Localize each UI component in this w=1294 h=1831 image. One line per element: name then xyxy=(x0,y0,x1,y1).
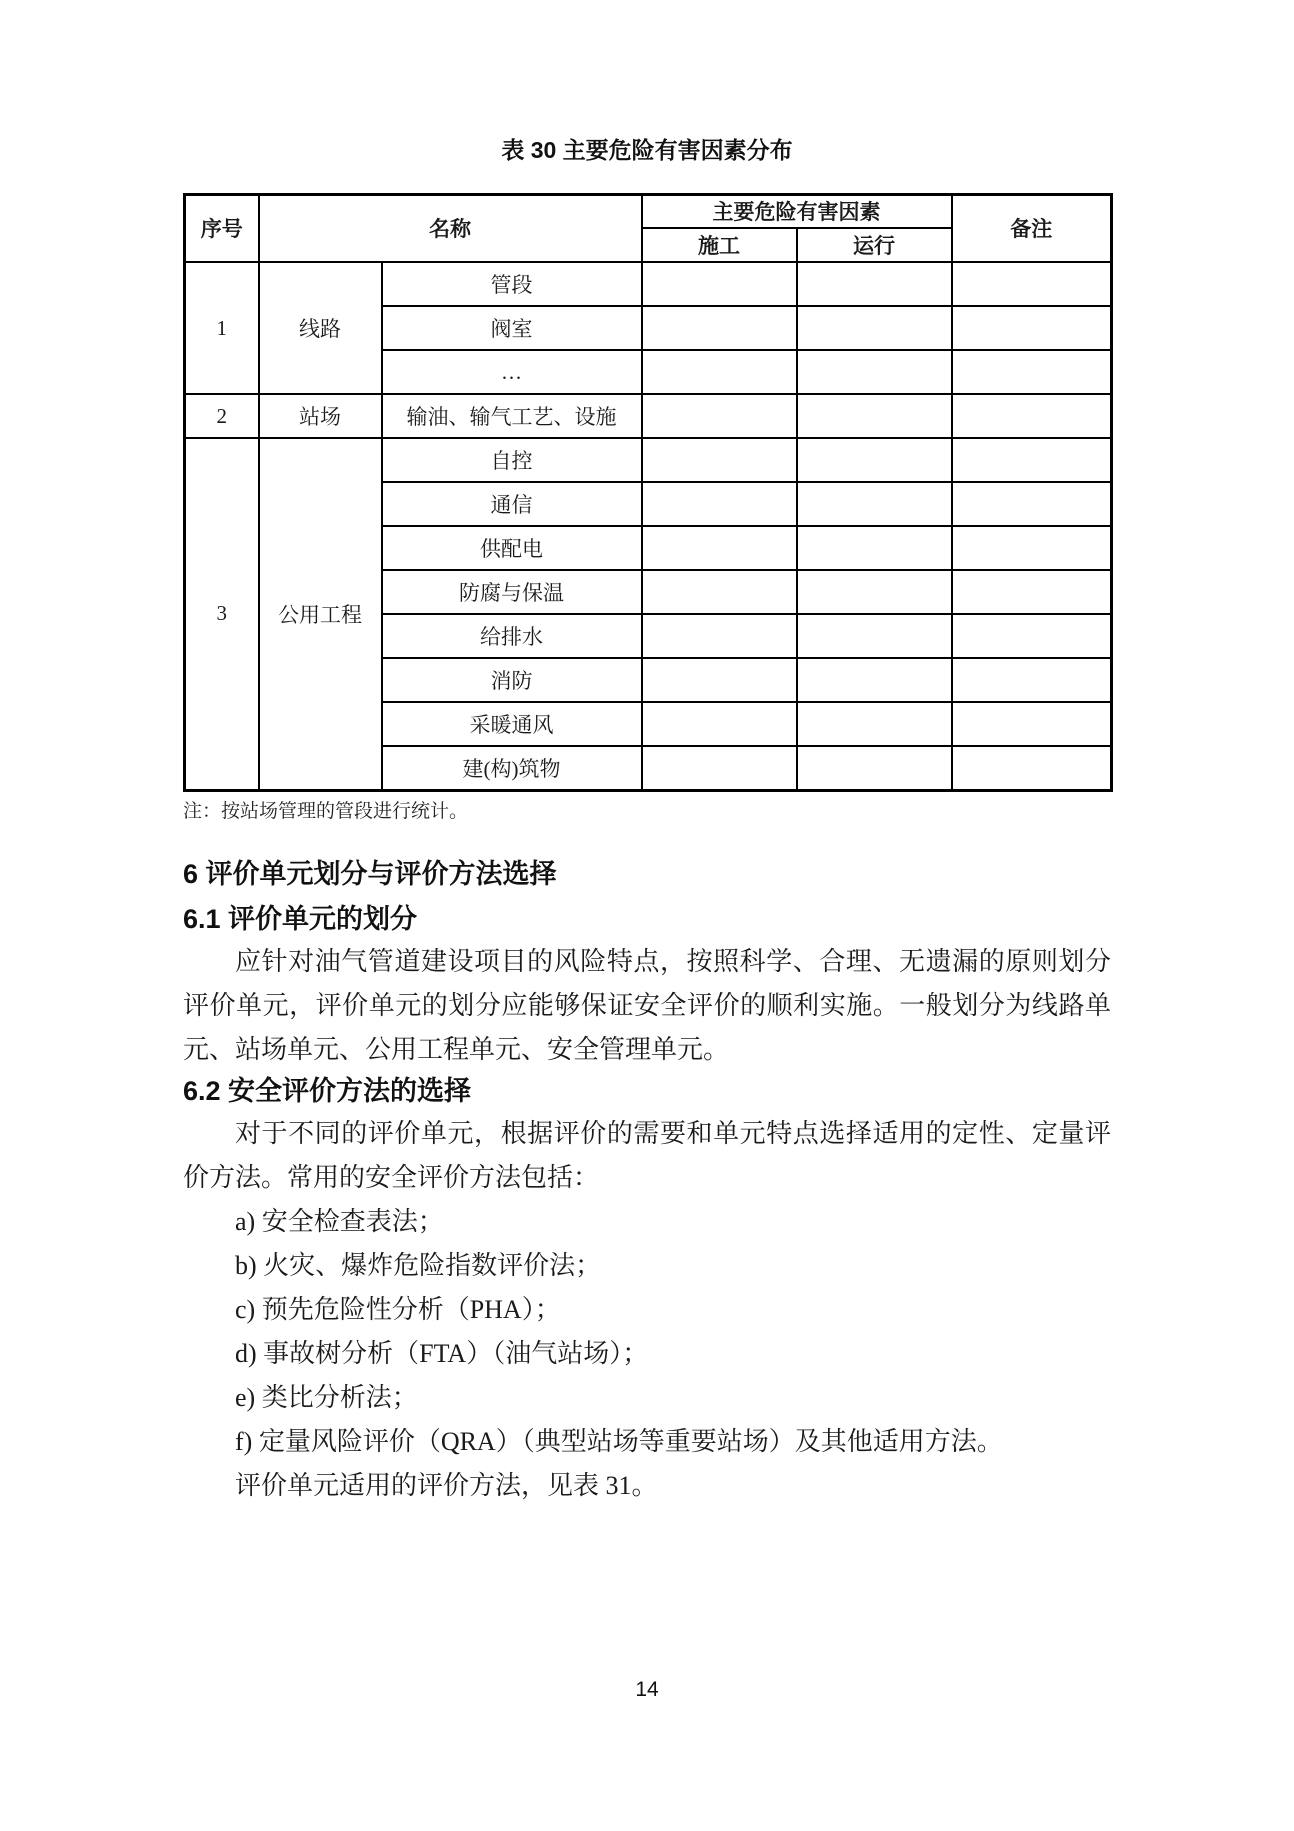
row-index: 3 xyxy=(185,438,259,790)
method-item-b: b) 火灾、爆炸危险指数评价法； xyxy=(235,1250,602,1280)
cell-operation-empty xyxy=(797,394,952,438)
method-item-a: a) 安全检查表法； xyxy=(235,1206,444,1236)
cell-remarks-empty xyxy=(952,746,1112,790)
cell-construction-empty xyxy=(642,438,797,482)
cell-operation-empty xyxy=(797,570,952,614)
cell-operation-empty xyxy=(797,526,952,570)
table-note: 注：按站场管理的管段进行统计。 xyxy=(183,800,469,822)
cell-remarks-empty xyxy=(952,570,1112,614)
col-header-factors: 主要危险有害因素 xyxy=(642,194,952,228)
cell-operation-empty xyxy=(797,438,952,482)
cell-remarks-empty xyxy=(952,482,1112,526)
row-item: 输油、输气工艺、设施 xyxy=(382,394,642,438)
cell-operation-empty xyxy=(797,350,952,394)
row-item: 消防 xyxy=(382,658,642,702)
row-category: 站场 xyxy=(259,394,382,438)
row-category: 线路 xyxy=(259,262,382,394)
table-row xyxy=(185,394,1112,438)
col-header-construction: 施工 xyxy=(642,228,797,262)
section-6-2-heading: 6.2 安全评价方法的选择 xyxy=(183,1075,472,1106)
cell-remarks-empty xyxy=(952,526,1112,570)
cell-remarks-empty xyxy=(952,438,1112,482)
cell-construction-empty xyxy=(642,746,797,790)
cell-construction-empty xyxy=(642,614,797,658)
page-number: 14 xyxy=(635,1678,659,1701)
row-index: 1 xyxy=(185,262,259,394)
table-header xyxy=(185,194,1112,262)
section-6-1-heading: 6.1 评价单元的划分 xyxy=(183,903,418,934)
cell-remarks-empty xyxy=(952,306,1112,350)
col-header-remarks: 备注 xyxy=(952,194,1112,262)
method-item-d: d) 事故树分析（FTA）（油气站场）； xyxy=(235,1338,649,1368)
row-item: … xyxy=(382,350,642,394)
method-item-f: f) 定量风险评价（QRA）（典型站场等重要站场）及其他适用方法。 xyxy=(235,1426,1003,1456)
cell-remarks-empty xyxy=(952,350,1112,394)
cell-construction-empty xyxy=(642,658,797,702)
row-index: 2 xyxy=(185,394,259,438)
row-item: 通信 xyxy=(382,482,642,526)
cell-operation-empty xyxy=(797,614,952,658)
cell-operation-empty xyxy=(797,482,952,526)
table-row xyxy=(185,262,1112,306)
cell-remarks-empty xyxy=(952,262,1112,306)
section-6-heading: 6 评价单元划分与评价方法选择 xyxy=(183,858,557,889)
cell-operation-empty xyxy=(797,658,952,702)
cell-remarks-empty xyxy=(952,614,1112,658)
row-item: 给排水 xyxy=(382,614,642,658)
cell-remarks-empty xyxy=(952,394,1112,438)
closing-line: 评价单元适用的评价方法，见表 31。 xyxy=(235,1470,658,1500)
hazard-factors-table xyxy=(183,193,1113,792)
row-category: 公用工程 xyxy=(259,438,382,790)
cell-construction-empty xyxy=(642,350,797,394)
row-item: 阀室 xyxy=(382,306,642,350)
table-title: 表 30 主要危险有害因素分布 xyxy=(501,137,793,163)
row-item: 供配电 xyxy=(382,526,642,570)
cell-operation-empty xyxy=(797,702,952,746)
row-item: 管段 xyxy=(382,262,642,306)
cell-remarks-empty xyxy=(952,658,1112,702)
col-header-index: 序号 xyxy=(185,194,259,262)
row-item: 建(构)筑物 xyxy=(382,746,642,790)
cell-operation-empty xyxy=(797,746,952,790)
cell-operation-empty xyxy=(797,262,952,306)
section-6-1-paragraph: 应针对油气管道建设项目的风险特点，按照科学、合理、无遗漏的原则划分评价单元，评价单元的划分应能够保证安全评价的顺利实施。一般划分为线路单元、站场单元、公用工程单元、安全管理单元。 xyxy=(183,946,1111,1064)
row-item: 采暖通风 xyxy=(382,702,642,746)
cell-construction-empty xyxy=(642,482,797,526)
cell-construction-empty xyxy=(642,570,797,614)
cell-construction-empty xyxy=(642,306,797,350)
col-header-name: 名称 xyxy=(259,194,642,262)
cell-operation-empty xyxy=(797,306,952,350)
method-item-c: c) 预先危险性分析（PHA）； xyxy=(235,1294,561,1324)
cell-remarks-empty xyxy=(952,702,1112,746)
cell-construction-empty xyxy=(642,526,797,570)
row-item: 防腐与保温 xyxy=(382,570,642,614)
cell-construction-empty xyxy=(642,394,797,438)
section-6-2-paragraph: 对于不同的评价单元，根据评价的需要和单元特点选择适用的定性、定量评价方法。常用的安全评价方法包括： xyxy=(183,1118,1111,1192)
method-item-e: e) 类比分析法； xyxy=(235,1382,418,1412)
cell-construction-empty xyxy=(642,702,797,746)
row-item: 自控 xyxy=(382,438,642,482)
cell-construction-empty xyxy=(642,262,797,306)
col-header-operation: 运行 xyxy=(797,228,952,262)
table-row xyxy=(185,438,1112,482)
